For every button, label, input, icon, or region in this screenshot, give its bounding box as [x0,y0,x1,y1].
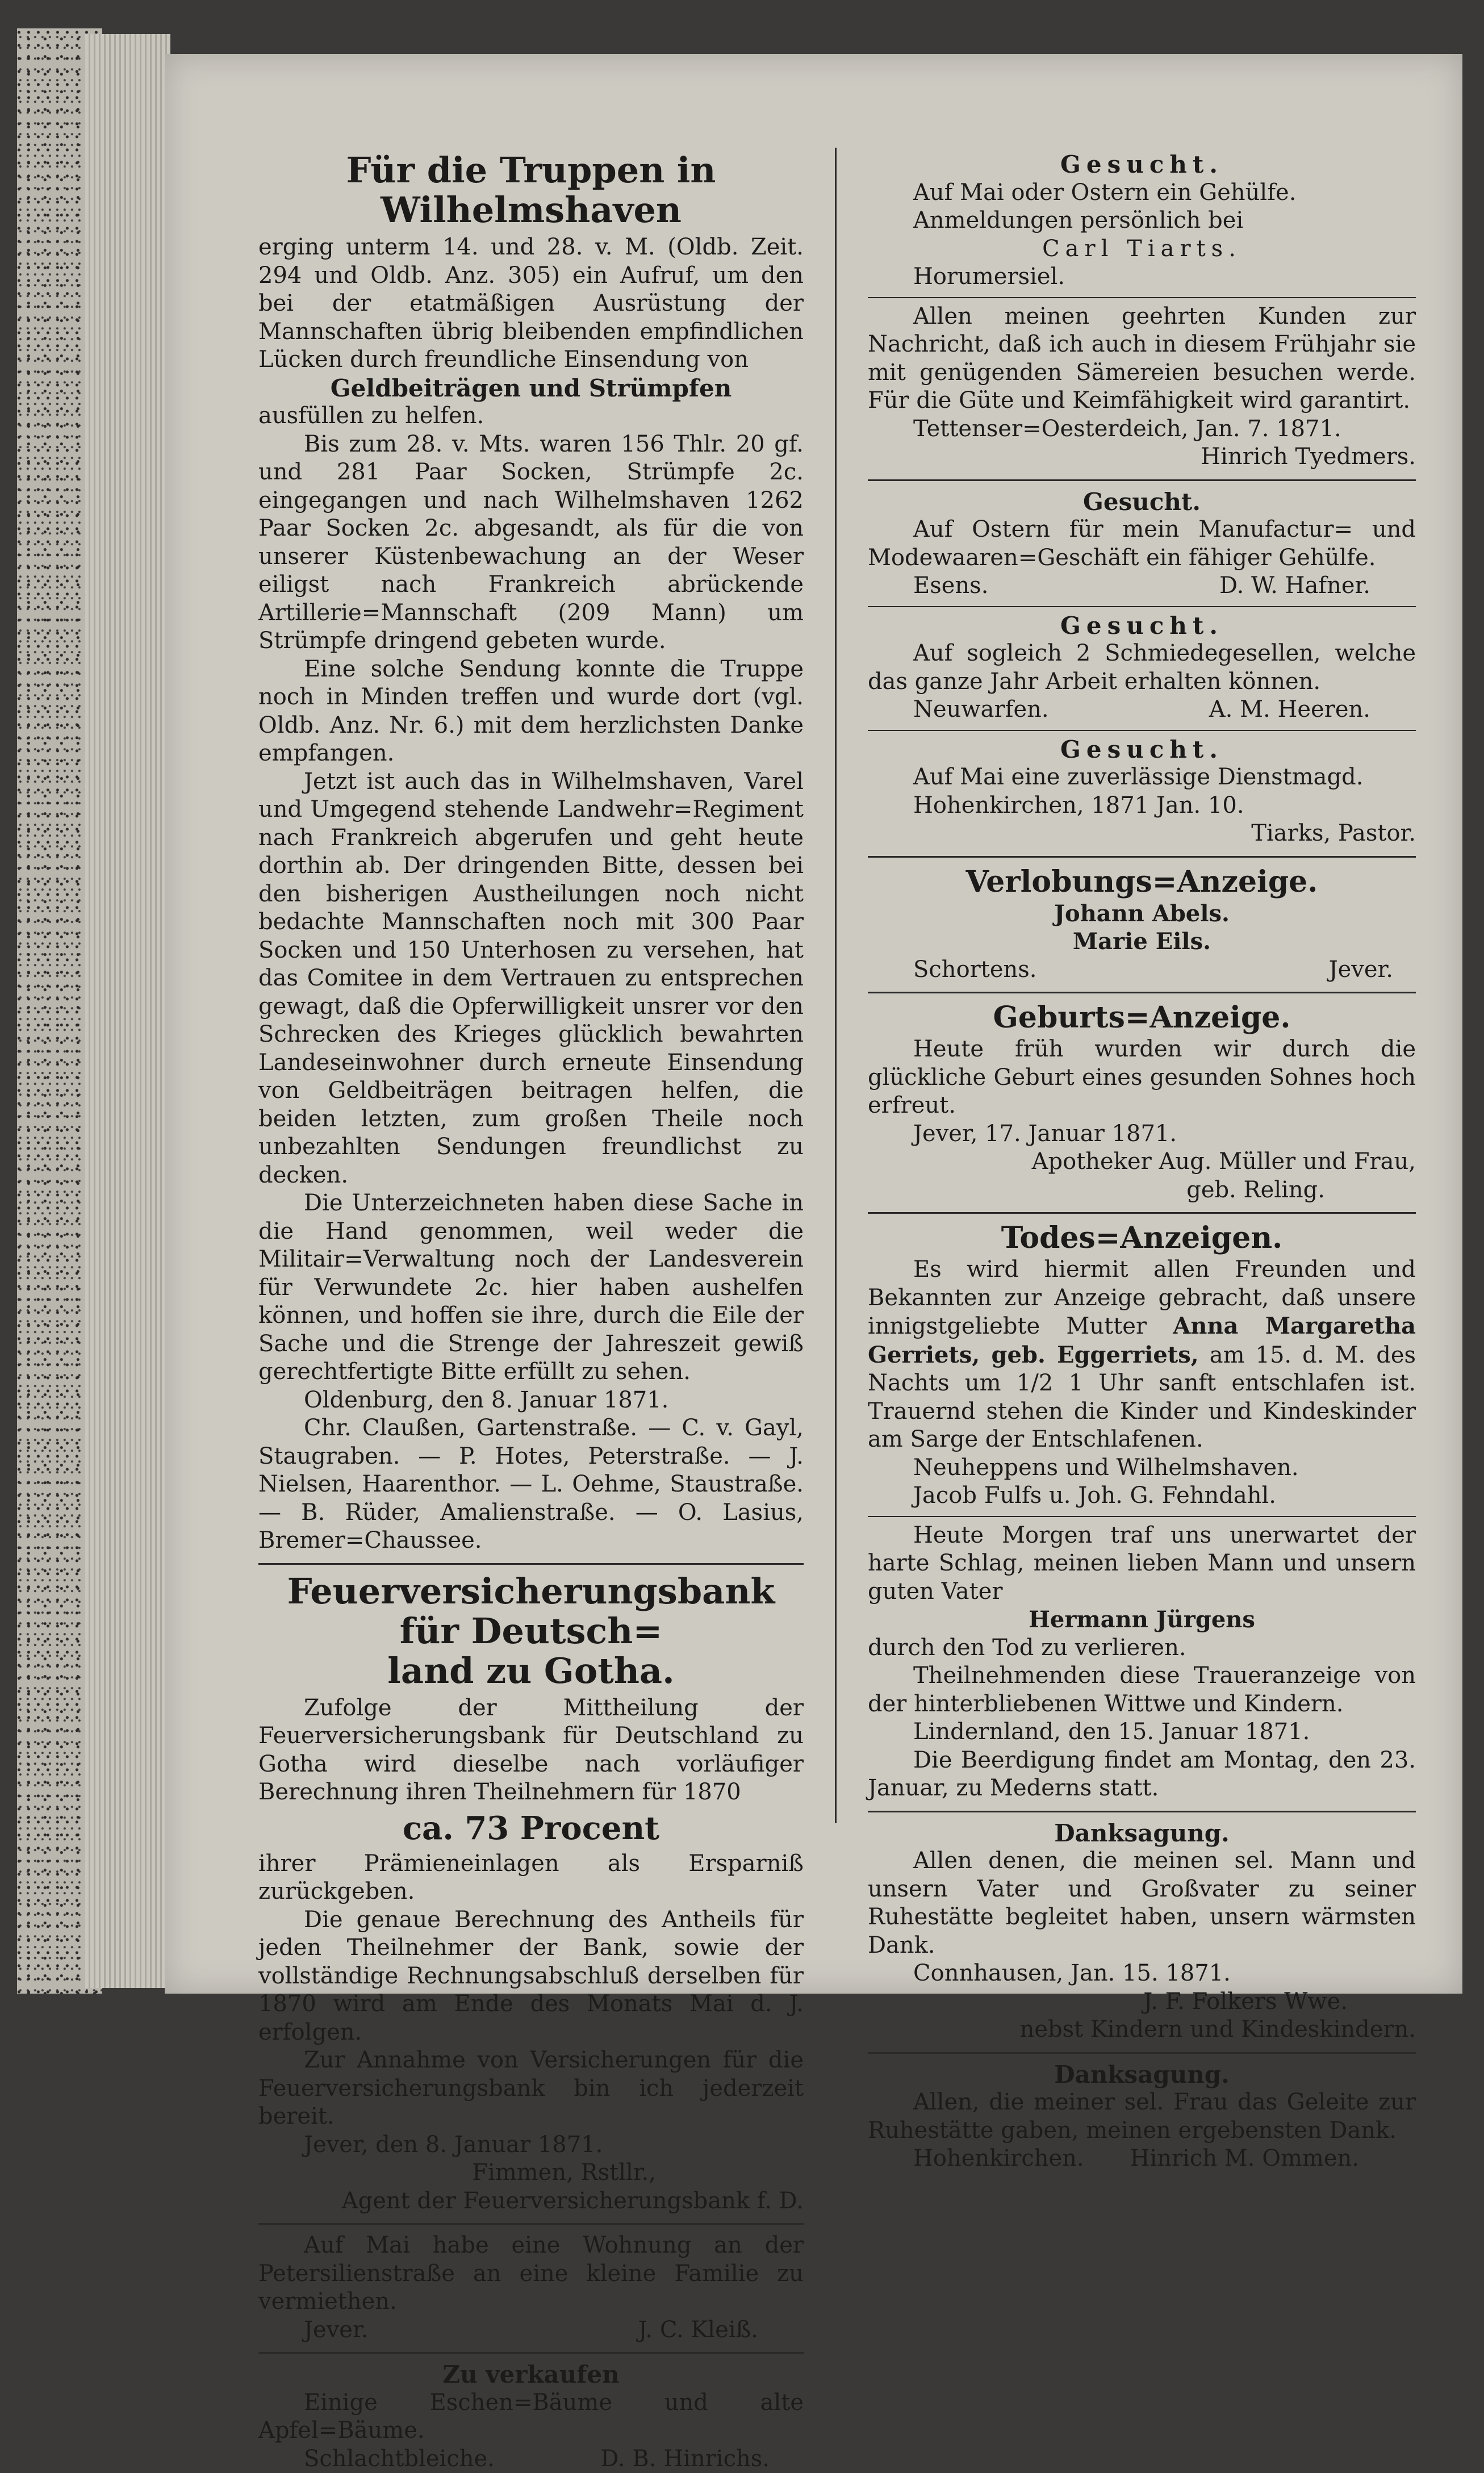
gesucht-3-paragraph: Auf sogleich 2 Schmiedegesellen, welche das ganze Jahr Arbeit erhalten können. [868,640,1416,696]
geburt-title: Geburts=Anzeige. [868,1000,1416,1035]
dank-2-place: Hohenkirchen. [868,2145,1084,2173]
todes-paragraph-2-b: durch den Tod zu verlieren. [868,1634,1416,1662]
gesucht-notice-1 [868,151,1416,291]
gesucht-3-name: A. M. Heeren. [1209,696,1416,724]
saemereien-name: Hinrich Tyedmers. [868,443,1416,471]
dank-1-paragraph: Allen denen, die meinen sel. Mann und unsern Vater und Großvater zu seiner Ruhestätte begleitet haben, unsern wärmsten Dank. [868,1847,1416,1960]
gesucht-1-name: Carl Tiarts. [868,235,1416,264]
verkaufen-paragraph: Einige Eschen=Bäume und alte Apfel=Bäume. [258,2389,804,2445]
truppen-paragraph-4: Die Unterzeichneten haben diese Sache in die Hand genommen, weil weder die Militair=Verwaltung noch der Landesverein für Verwundete 2c. hier haben aushelfen können, und hoffen sie ihre, durch die Eile der Sache und die Strenge der Jahreszeit gewiß gerechtfertigte Bitte erfüllt zu sehen. [258,1189,804,1386]
saemereien-notice [868,303,1416,471]
verlobung-notice [868,864,1416,984]
truppen-date: Oldenburg, den 8. Januar 1871. [258,1386,804,1415]
dank-2-paragraph: Allen, die meiner sel. Frau das Geleite zur Ruhestätte gaben, meinen ergebensten Dank. [868,2088,1416,2145]
feuer-paragraph-3: Die genaue Berechnung des Antheils für jeden Theilnehmer der Bank, sowie der vollständige Rechnungsabschluß derselben für 1870 wird am Ende des Monats Mai d. J. erfolgen. [258,1906,804,2047]
todes-paragraph-1-b: am 15. d. M. des Nachts um 1/2 1 Uhr sanft entschlafen ist. Trauernd stehen die Kinder und Kindeskinder am Sarge der Entschlafenen. [868,1342,1416,1453]
todes-notice [868,1221,1416,1803]
todes-paragraph-4: Die Beerdigung findet am Montag, den 23. Januar, zu Mederns statt. [868,1747,1416,1803]
truppen-paragraph-2: Eine solche Sendung konnte die Truppe noch in Minden treffen und wurde dort (vgl. Oldb. Anz. Nr. 6.) mit dem herzlichsten Danke empfangen. [258,655,804,768]
page-stack-edge [85,34,170,1988]
feuer-paragraph-2: ihrer Prämieneinlagen als Ersparniß zurückgeben. [258,1850,804,1906]
gesucht-3-footer [868,696,1416,724]
dank-1-signature-2: nebst Kindern und Kindeskindern. [868,2016,1416,2044]
verkaufen-footer [258,2445,804,2473]
feuer-percent: ca. 73 Procent [258,1810,804,1847]
gesucht-4-date: Hohenkirchen, 1871 Jan. 10. [868,792,1416,820]
divider-rule [868,1212,1416,1214]
dank-1-signature-1: J. F. Folkers Wwe. [868,1988,1416,2016]
verlobung-title: Verlobungs=Anzeige. [868,864,1416,900]
truppen-subtitle-after: ausfüllen zu helfen. [258,402,804,431]
todes-paragraph-2-a: Heute Morgen traf uns unerwartet der harte Schlag, meinen lieben Mann und unsern guten Vater [868,1522,1416,1606]
feuer-paragraph-4: Zur Annahme von Versicherungen für die Feuerversicherungsbank bin ich jederzeit bereit. [258,2046,804,2131]
divider-rule [868,992,1416,993]
feuer-title [258,1572,804,1691]
gesucht-1-paragraph-2: Anmeldungen persönlich bei [868,207,1416,235]
todes-title: Todes=Anzeigen. [868,1221,1416,1256]
gesucht-2-name: D. W. Hafner. [1219,572,1416,600]
feuer-notice [258,1572,804,2216]
feuer-paragraph-1: Zufolge der Mittheilung der Feuerversicherungsbank für Deutschland zu Gotha wird dieselbe nach vorläufiger Berechnung ihren Theilnehmern für 1870 [258,1694,804,1807]
column-divider [835,148,837,1823]
gesucht-2-footer [868,572,1416,600]
gesucht-notice-3 [868,612,1416,724]
wohnung-place: Jever. [258,2316,368,2345]
divider-rule [258,2223,804,2225]
right-column [868,151,1416,2173]
gesucht-4-title: Gesucht. [868,736,1416,764]
left-column [258,151,804,2473]
gesucht-2-place: Esens. [868,572,988,600]
verkaufen-name: D. B. Hinrichs. [600,2445,804,2473]
gesucht-4-name: Tiarks, Pastor. [868,820,1416,848]
truppen-title: Für die Truppen in Wilhelmshaven [258,151,804,230]
truppen-notice [258,151,804,1555]
wohnung-footer [258,2316,804,2345]
todes-date: Lindernland, den 15. Januar 1871. [868,1718,1416,1747]
wohnung-name: J. C. Kleiß. [638,2316,804,2345]
truppen-signers: Chr. Claußen, Gartenstraße. — C. v. Gayl, Staugraben. — P. Hotes, Peterstraße. — J. Nielsen, Haarenthor. — L. Oehme, Staustraße. — B. Rüder, Amalienstraße. — O. Lasius, Bremer=Chaussee. [258,1414,804,1555]
divider-rule [868,606,1416,607]
geburt-signature-1: Apotheker Aug. Müller und Frau, [868,1148,1416,1176]
todes-deceased-name-2: Hermann Jürgens [868,1606,1416,1634]
feuer-title-line-1: Feuerversicherungsbank für Deutsch= [258,1572,804,1651]
dank-2-name: Hinrich M. Ommen. [1130,2145,1416,2173]
geburt-notice [868,1000,1416,1204]
divider-rule [868,1516,1416,1517]
gesucht-notice-2 [868,488,1416,600]
wohnung-paragraph: Auf Mai habe eine Wohnung an der Petersilienstraße an eine kleine Familie zu vermiethen. [258,2232,804,2316]
dank-2-footer [868,2145,1416,2173]
truppen-intro: erging unterm 14. und 28. v. M. (Oldb. Zeit. 294 und Oldb. Anz. 305) ein Aufruf, um den bei der etatmäßigen Ausrüstung der Mannschaften übrig bleibenden empfindlichen Lücken durch freundliche Einsendung von [258,233,804,374]
todes-deceased-name: Anna Margaretha Gerriets, geb. Eggerriets, [868,1313,1416,1368]
geburt-date: Jever, 17. Januar 1871. [868,1120,1416,1148]
dank-1-title: Danksagung. [868,1819,1416,1848]
gesucht-2-paragraph: Auf Ostern für mein Manufactur= und Modewaaren=Geschäft ein fähiger Gehülfe. [868,516,1416,572]
feuer-signature-2: Agent der Feuerversicherungsbank f. D. [258,2187,804,2216]
divider-rule [868,730,1416,731]
saemereien-date: Tettenser=Oesterdeich, Jan. 7. 1871. [868,415,1416,444]
gesucht-notice-4 [868,736,1416,848]
wohnung-notice [258,2232,804,2344]
divider-rule [868,297,1416,298]
geburt-signature-2: geb. Reling. [868,1176,1416,1205]
verlobung-place-2: Jever. [1329,956,1416,984]
verkaufen-notice [258,2361,804,2473]
todes-paragraph-3: Theilnehmenden diese Traueranzeige von der hinterbliebenen Wittwe und Kindern. [868,1662,1416,1718]
todes-signers: Jacob Fulfs u. Joh. G. Fehndahl. [868,1482,1416,1510]
verlobung-name-2: Marie Eils. [868,928,1416,956]
verkaufen-place: Schlachtbleiche. [258,2445,495,2473]
dank-2-title: Danksagung. [868,2061,1416,2089]
divider-rule [868,1811,1416,1812]
truppen-subtitle: Geldbeiträgen und Strümpfen [258,374,804,403]
verlobung-footer [868,956,1416,984]
divider-rule [868,2052,1416,2054]
todes-places: Neuheppens und Wilhelmshaven. [868,1454,1416,1482]
gesucht-1-paragraph-1: Auf Mai oder Ostern ein Gehülfe. [868,179,1416,207]
dank-notice-1 [868,1819,1416,2044]
gesucht-3-title: Gesucht. [868,612,1416,640]
truppen-paragraph-1: Bis zum 28. v. Mts. waren 156 Thlr. 20 gf. und 281 Paar Socken, Strümpfe 2c. eingegangen und nach Wilhelmshaven 1262 Paar Socken 2c. abgesandt, als für die von unserer Küstenbewachung an der Weser eiligst nach Frankreich abrückende Artillerie=Mannschaft (209 Mann) um Strümpfe dringend gebeten wurde. [258,431,804,655]
feuer-signature-1: Fimmen, Rstllr., [258,2159,804,2187]
dank-1-date: Connhausen, Jan. 15. 1871. [868,1960,1416,1988]
feuer-title-line-2: land zu Gotha. [258,1651,804,1691]
geburt-paragraph: Heute früh wurden wir durch die glückliche Geburt eines gesunden Sohnes hoch erfreut. [868,1035,1416,1120]
verkaufen-title: Zu verkaufen [258,2361,804,2389]
gesucht-4-paragraph: Auf Mai eine zuverlässige Dienstmagd. [868,763,1416,792]
gesucht-3-place: Neuwarfen. [868,696,1049,724]
todes-paragraph-1 [868,1256,1416,1454]
gesucht-1-place: Horumersiel. [868,263,1416,291]
feuer-date: Jever, den 8. Januar 1871. [258,2131,804,2159]
todes-paragraph-1-a: Es wird hiermit allen Freunden und Bekannten zur Anzeige gebracht, daß unsere innigstgeliebte Mutter [868,1256,1416,1339]
divider-rule [868,856,1416,858]
gesucht-1-title: Gesucht. [868,151,1416,179]
verlobung-place-1: Schortens. [868,956,1037,984]
verlobung-name-1: Johann Abels. [868,900,1416,928]
divider-rule [258,1563,804,1565]
truppen-paragraph-3: Jetzt ist auch das in Wilhelmshaven, Varel und Umgegend stehende Landwehr=Regiment nach Frankreich abgerufen und geht heute dorthin ab. Der dringenden Bitte, dessen bei den bisherigen Austheilungen noch nicht bedachte Mannschaften noch mit 300 Paar Socken und 150 Unterhosen zu versehen, hat das Comitee in dem Vertrauen zu entsprechen gewagt, daß die Opferwilligkeit unsrer vor den Schrecken des Krieges glücklich bewahrten Landeseinwohner durch erneute Einsendung von Geldbeiträgen beitragen helfen, die beiden letzten, zum großen Theile noch unbezahlten Sendungen freundlichst zu decken. [258,768,804,1190]
divider-rule [258,2352,804,2354]
gesucht-2-title: Gesucht. [868,488,1416,516]
divider-rule [868,479,1416,481]
dank-notice-2 [868,2061,1416,2173]
saemereien-paragraph: Allen meinen geehrten Kunden zur Nachricht, daß ich auch in diesem Frühjahr sie mit genügenden Sämereien besuchen werde. Für die Güte und Keimfähigkeit wird garantirt. [868,303,1416,415]
